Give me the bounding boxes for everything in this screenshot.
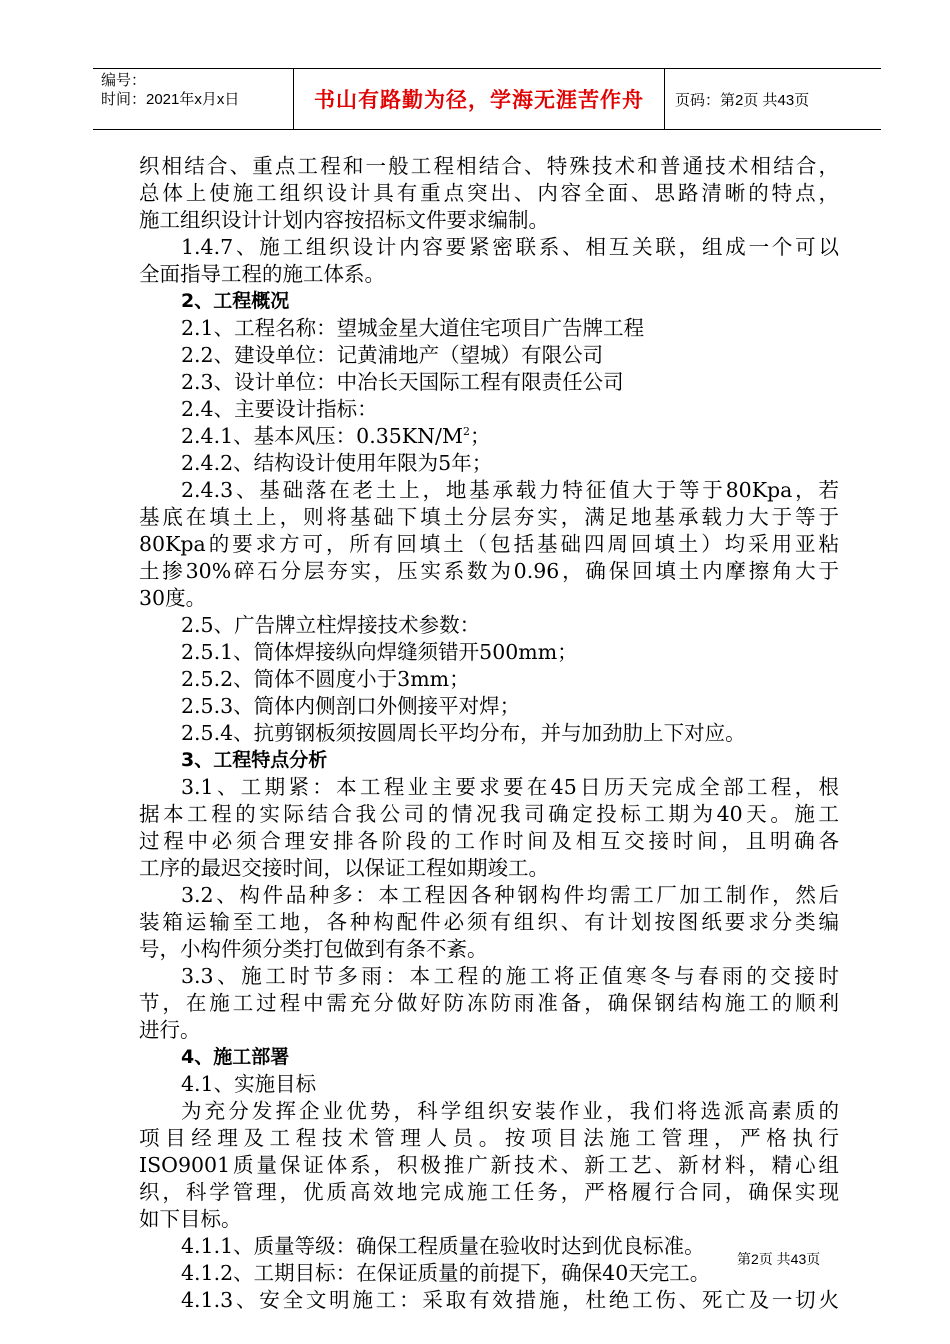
paragraph-line: 2.4.3、基础落在老土上，地基承载力特征值大于等于80Kpa，若 (181, 478, 839, 502)
semicolon-text: ； (469, 424, 491, 448)
paragraph-line: 2.4、主要设计指标： (181, 397, 378, 421)
page-footer: 第2页 共43页 (737, 1251, 821, 1267)
paragraph-line: 总体上使施工组织设计具有重点突出、内容全面、思路清晰的特点， (139, 181, 839, 205)
paragraph-line: 织相结合、重点工程和一般工程相结合、特殊技术和普通技术相结合， (139, 154, 839, 178)
paragraph-line: 2.3、设计单位：中冶长天国际工程有限责任公司 (181, 370, 624, 394)
paragraph-line: 30度。 (139, 586, 207, 610)
paragraph-line: 2.5.4、抗剪钢板须按圆周长平均分布，并与加劲肋上下对应。 (181, 721, 746, 745)
section-heading: 3、工程特点分析 (181, 749, 328, 771)
paragraph-line: 全面指导工程的施工体系。 (139, 262, 385, 286)
paragraph-line: ISO9001质量保证体系，积极推广新技术、新工艺、新材料，精心组 (139, 1153, 839, 1177)
paragraph-line: 据本工程的实际结合我公司的情况我司确定投标工期为40天。施工 (139, 802, 839, 826)
paragraph-line (139, 423, 839, 450)
paragraph-line: 2.5.3、筒体内侧剖口外侧接平对焊； (181, 694, 521, 718)
paragraph-line: 3.3、施工时节多雨：本工程的施工将正值寒冬与春雨的交接时 (181, 964, 839, 988)
paragraph-line: 2.5.2、筒体不圆度小于3mm； (181, 667, 470, 691)
paragraph-line: 为充分发挥企业优势，科学组织安装作业，我们将选派高素质的 (181, 1099, 839, 1123)
paragraph-line: 装箱运输至工地，各种构配件必须有组织、有计划按图纸要求分类编 (139, 910, 839, 934)
paragraph-line: 4.1.1、质量等级：确保工程质量在验收时达到优良标准。 (181, 1234, 705, 1258)
paragraph-line: 施工组织设计计划内容按招标文件要求编制。 (139, 208, 549, 232)
header-time-label: 时间：2021年x月x日 (101, 91, 240, 108)
header-page-info: 页码：第2页 共43页 (675, 91, 810, 109)
section-heading: 4、施工部署 (181, 1046, 290, 1068)
paragraph-line: 织，科学管理，优质高效地完成施工任务，严格履行合同，确保实现 (139, 1180, 839, 1204)
section-heading: 2、工程概况 (181, 290, 290, 312)
superscript-two: 2 (462, 425, 470, 438)
paragraph-line: 80Kpa的要求方可，所有回填土（包括基础四周回填土）均采用亚粘 (139, 532, 839, 556)
paragraph-line: 1.4.7、施工组织设计内容要紧密联系、相互关联，组成一个可以 (181, 235, 839, 259)
paragraph-line: 3.1、工期紧：本工程业主要求要在45日历天完成全部工程，根 (181, 775, 839, 799)
paragraph-line: 基底在填土上，则将基础下填土分层夯实，满足地基承载力大于等于 (139, 505, 839, 529)
wind-pressure-text: 2.4.1、基本风压：0.35KN/M (181, 424, 463, 448)
paragraph-line: 工序的最迟交接时间，以保证工程如期竣工。 (139, 856, 549, 880)
paragraph-line: 2.1、工程名称：望城金星大道住宅项目广告牌工程 (181, 316, 645, 340)
paragraph-line: 号，小构件须分类打包做到有条不紊。 (139, 937, 488, 961)
header-meta (93, 69, 293, 129)
document-body (139, 153, 839, 1314)
paragraph-line: 项目经理及工程技术管理人员。按项目法施工管理，严格执行 (139, 1126, 839, 1150)
paragraph-line: 土掺30%碎石分层夯实，压实系数为0.96，确保回填土内摩擦角大于 (139, 559, 839, 583)
paragraph-line: 2.5.1、筒体焊接纵向焊缝须错开500mm； (181, 640, 578, 664)
paragraph-line: 4.1、实施目标 (181, 1072, 317, 1096)
paragraph-line: 2.4.2、结构设计使用年限为5年； (181, 451, 493, 475)
paragraph-line: 进行。 (139, 1018, 201, 1042)
paragraph-line: 节，在施工过程中需充分做好防冻防雨准备，确保钢结构施工的顺利 (139, 991, 839, 1015)
paragraph-line: 4.1.3、安全文明施工：采取有效措施，杜绝工伤、死亡及一切火 (181, 1288, 839, 1312)
paragraph-line: 如下目标。 (139, 1207, 242, 1231)
document-header (93, 68, 881, 130)
header-number-label: 编号： (101, 72, 147, 89)
paragraph-line: 4.1.2、工期目标：在保证质量的前提下，确保40天完工。 (181, 1261, 711, 1285)
paragraph-line: 2.2、建设单位：记黄浦地产（望城）有限公司 (181, 343, 604, 367)
paragraph-line: 2.5、广告牌立柱焊接技术参数： (181, 613, 481, 637)
paragraph-line: 过程中必须合理安排各阶段的工作时间及相互交接时间，且明确各 (139, 829, 839, 853)
header-motto: 书山有路勤为径，学海无涯苦作舟 (293, 69, 665, 129)
paragraph-line: 3.2、构件品种多：本工程因各种钢构件均需工厂加工制作，然后 (181, 883, 839, 907)
